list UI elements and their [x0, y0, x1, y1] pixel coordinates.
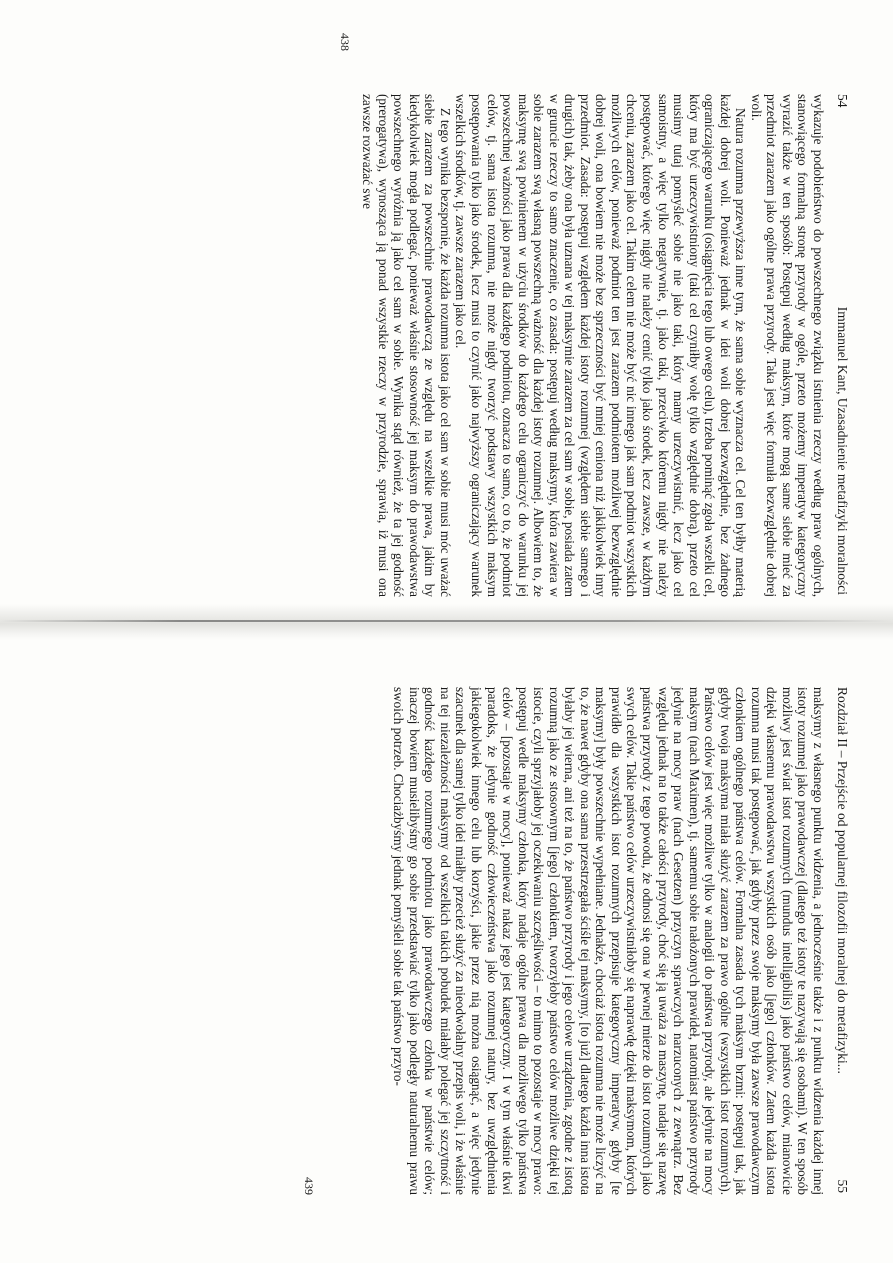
left-paragraph-1: wykazuje podobieństwo do powszechnego związku istnienia rzeczy według praw ogólnych, stanowiącego formalną stronę przyrody w ogóle, przeto możemy imperatyw kategoryczny wyrazić także w ten sposób: Postępuj według maksym, które mogą same siebie mieć za przedmiot zarazem jako ogólne prawa przyrody. Taka jest więc formuła bezwzględnie dobrej woli. — [748, 94, 826, 597]
right-page-header — [826, 685, 850, 1195]
left-page — [185, 92, 850, 597]
right-page — [185, 685, 850, 1195]
left-paragraph-3: Z tego wynika bezspornie, że każda rozumna istota jako cel sam w sobie musi móc uważać siebie zarazem za powszechnie prawodawczą ze względu na wszelkie prawa, jakim by kiedykolwiek mogła podlegać, ponieważ właśnie stosowność jej maksym do prawodawstwa powszechnego wyróżnia ją jako cel sam w sobie. Wynika stąd również, że ta jej godność (prerogatywa), wynosząca ją ponad wszystkie rzeczy w przyrodzie, sprawia, iż musi ona zawsze rozważać swe — [360, 94, 453, 597]
left-margin-number: 438 — [338, 33, 352, 51]
left-page-body — [360, 92, 826, 597]
right-margin-number: 439 — [302, 1177, 316, 1195]
gutter-fold-line — [0, 620, 893, 622]
right-running-head: Rozdział II – Przejście od popularnej filozofii moralnej do metafizyki... — [835, 687, 850, 1074]
right-page-number: 55 — [835, 1179, 850, 1193]
left-paragraph-2: Natura rozumna przewyższa inne tym, że sama sobie wyznacza cel. Cel ten byłby materią każdej dobrej woli. Ponieważ jednak w idei woli dobrej bezwzględnie, bez żadnego ograniczającego warunku (osiągnięcia tego lub owego celu), trzeba pominąć zgoła wszelki cel, który ma być urzeczywistniony (taki cel czyniłby wolę tylko względnie dobrą), przeto cel musimy tutaj pomyśleć sobie nie jako taki, który mamy urzeczywistnić, lecz jako cel samoistny, a więc tylko negatywnie, tj. jako taki, przeciwko któremu nigdy nie należy postępować, którego więc nigdy nie należy cenić tylko jako środek, lecz zawsze, w każdym chceniu, zarazem jako cel. Takim celem nie może być nic innego jak sam podmiot wszystkich możliwych celów, ponieważ podmiot ten jest zarazem podmiotem możliwej bezwzględnie dobrej woli, ona bowiem nie może bez sprzeczności być mniej ceniona niż jakikolwiek inny przedmiot. Zasada: postępuj względem każdej istoty rozumnej (względem siebie samego i drugich) tak, żeby ona była uznana w tej maksymie zarazem za cel sam w sobie, posiada zatem w gruncie rzeczy to samo znaczenie, co zasada: postępuj według maksymy, która zawiera w sobie zarazem swą własną powszechną ważność dla każdej istoty rozumnej. Albowiem to, że maksymę swą powinienem w użyciu środków do każdego celu ograniczyć do warunku jej powszechnej ważności jako prawa dla każdego podmiotu, oznacza to samo, co to, że podmiot celów, tj. sama istota rozumna, nie może nigdy tworzyć podstawy wszystkich maksym postępowania tylko jako środek, lecz musi to czynić jako najwyższy ograniczający warunek wszelkich środków, tj. zawsze zarazem jako cel. — [453, 94, 749, 597]
left-running-head: Immanuel Kant, Uzasadnienie metafizyki moralności — [835, 306, 850, 595]
left-page-number: 54 — [835, 94, 850, 108]
right-paragraph-1: maksymy z własnego punktu widzenia, a jednocześnie także i z punktu widzenia każdej innej istoty rozumnej jako prawodawczej (dlatego też istoty te nazywają się osobami). W ten sposób możliwy jest świat istot rozumnych (mundus intelligibilis) jako państwo celów, mianowicie dzięki własnemu prawodawstwu wszystkich osób jako [jego] członków. Zatem każda istota rozumna musi tak postępować, jak gdyby przez swoje maksymy była zawsze prawodawczym członkiem ogólnego państwa celów. Formalna zasada tych maksym brzmi: postępuj tak, jak gdyby twoja maksyma miała służyć zarazem za prawo ogólne (wszystkich istot rozumnych). Państwo celów jest więc możliwe tylko w analogii do państwa przyrody, ale jedynie na mocy maksym (nach Maximen), tj. samemu sobie nałożonych prawideł, natomiast państwo przyrody jedynie na mocy praw (nach Gesetzen) przyczyn sprawczych narzuconych z zewnątrz. Bez względu jednak na to także całości przyrody, choć się ją uważa za maszynę, nadaje się nazwę państwa przyrody z tego powodu, że odnosi się ona w pewnej mierze do istot rozumnych jako swych celów. Takie państwo celów urzeczywistniłoby się naprawdę dzięki maksymom, których prawidło dla wszystkich istot rozumnych przepisuje kategoryczny imperatyw, gdyby [te maksymy] były powszechnie wypełniane. Jednakże, chociaż istota rozumna nie może liczyć na to, że nawet gdyby ona sama przestrzegała ściśle tej maksymy, [to już] dlatego każda inna istota byłaby jej wierna, ani też na to, że państwo przyrody i jego celowe urządzenia, zgodne z istotą rozumną jako ze stosownym [jego] członkiem, tworzyłoby państwo celów możliwe dzięki tej istocie, czyli sprzyjałoby jej oczekiwaniu szczęśliwości – to mimo to pozostaje w mocy prawo: postępuj wedle maksymy członka, który nadaje ogólne prawa dla możliwego tylko państwa celów – [pozostaje w mocy], ponieważ nakaz jego jest kategoryczny. I w tym właśnie tkwi paradoks, że jedynie godność człowieczeństwa jako rozumnej natury, bez uwzględnienia jakiegokolwiek innego celu lub korzyści, jakie przez nią można osiągnąć, a więc jedynie szacunek dla samej tylko idei miałby przecież służyć za nieodwołalny przepis woli, i że właśnie na tej niezależności maksymy od wszelkich takich pobudek miałaby polegać jej szczytność i godność każdego rozumnego podmiotu jako prawodawczego członka w państwie celów; inaczej bowiem musielibyśmy go sobie przedstawiać tylko jako podległy naturalnemu prawu swoich potrzeb. Chociażbyśmy jednak pomyśleli sobie tak państwo przyro- — [391, 687, 826, 1195]
left-page-header — [826, 92, 850, 597]
right-page-body — [391, 685, 826, 1195]
book-gutter — [0, 604, 893, 640]
